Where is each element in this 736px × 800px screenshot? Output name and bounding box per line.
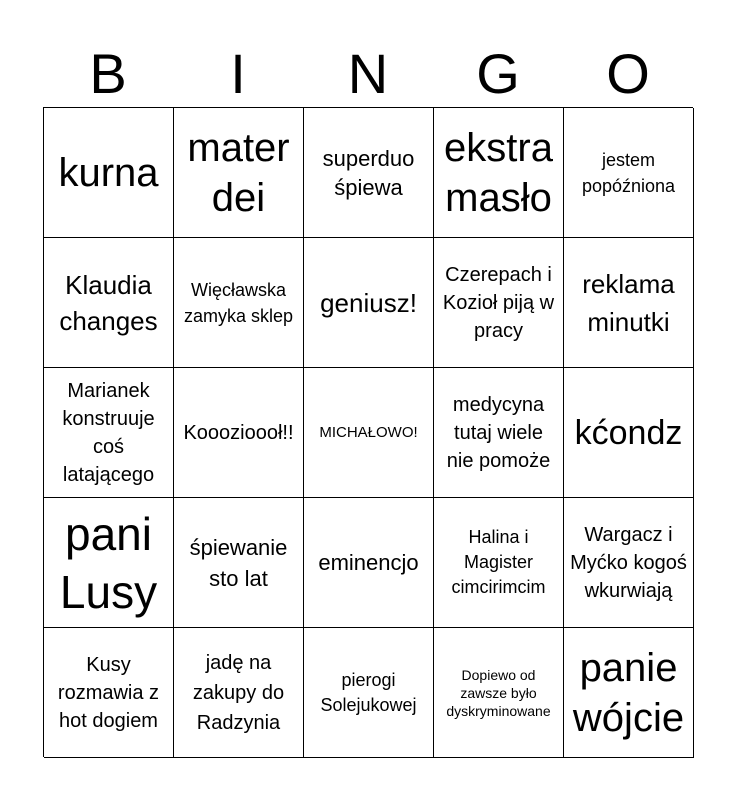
cell-text: pierogi Solejukowej: [320, 669, 417, 715]
bingo-cell[interactable]: [174, 108, 304, 238]
cell-text: jestem popóźniona: [581, 149, 676, 196]
bingo-cell[interactable]: [434, 498, 564, 628]
cell-text: jadę na zakupy do Radzynia: [192, 651, 285, 734]
bingo-cell[interactable]: [434, 238, 564, 368]
bingo-cell[interactable]: [304, 108, 434, 238]
cell-text: Kooozioooł!!: [183, 421, 294, 444]
cell-text: superduo śpiewa: [322, 145, 415, 200]
cell-text: geniusz!: [320, 287, 417, 318]
bingo-cell[interactable]: [304, 368, 434, 498]
bingo-cell[interactable]: [564, 368, 694, 498]
bingo-cell[interactable]: [304, 628, 434, 758]
bingo-cell[interactable]: [564, 238, 694, 368]
bingo-cell[interactable]: [44, 498, 174, 628]
header-letter-g: G: [476, 42, 520, 105]
header-letter-n: N: [347, 42, 389, 105]
header-letter-b: B: [89, 42, 127, 105]
header-letter-o: O: [606, 42, 650, 105]
cell-text: Klaudia changes: [59, 269, 158, 336]
cell-text: mater dei: [187, 125, 290, 220]
header-letter-i: I: [230, 42, 246, 105]
bingo-cell[interactable]: [564, 498, 694, 628]
cell-text: reklama minutki: [582, 268, 675, 337]
bingo-cell[interactable]: [174, 238, 304, 368]
bingo-cell[interactable]: [174, 498, 304, 628]
cell-text: Więcławska zamyka sklep: [183, 279, 294, 326]
cell-text: panie wójcie: [572, 645, 685, 740]
cell-text: eminencjo: [318, 550, 419, 575]
cell-text: śpiewanie sto lat: [189, 534, 288, 591]
cell-text: kurna: [58, 150, 159, 195]
cell-text: Kusy rozmawia z hot dogiem: [57, 653, 160, 732]
cell-text: kćondz: [574, 413, 683, 452]
cell-text: Halina i Magister cimcirimcim: [451, 527, 546, 597]
bingo-cell[interactable]: [434, 628, 564, 758]
bingo-cell[interactable]: [564, 108, 694, 238]
cell-text: medycyna tutaj wiele nie pomoże: [446, 393, 551, 472]
bingo-cell[interactable]: [44, 368, 174, 498]
bingo-cell[interactable]: [174, 368, 304, 498]
cell-text: pani Lusy: [59, 507, 158, 618]
bingo-board: [43, 107, 693, 757]
cell-text: ekstra masło: [444, 125, 553, 220]
cell-text: Marianek konstruuje coś latającego: [62, 379, 155, 486]
bingo-cell[interactable]: [174, 628, 304, 758]
bingo-cell[interactable]: [304, 238, 434, 368]
cell-text: Wargacz i Myćko kogoś wkurwiają: [570, 523, 687, 602]
bingo-cell[interactable]: [44, 628, 174, 758]
bingo-cell[interactable]: [434, 108, 564, 238]
bingo-cell[interactable]: [44, 108, 174, 238]
bingo-cell[interactable]: [44, 238, 174, 368]
bingo-cell[interactable]: [434, 368, 564, 498]
cell-text: Dopiewo od zawsze było dyskryminowane: [446, 666, 551, 719]
bingo-cell[interactable]: [304, 498, 434, 628]
bingo-header: [43, 40, 693, 108]
cell-text: MICHAŁOWO!: [319, 423, 418, 441]
cell-text: Czerepach i Kozioł piją w pracy: [442, 263, 555, 342]
bingo-cell[interactable]: [564, 628, 694, 758]
